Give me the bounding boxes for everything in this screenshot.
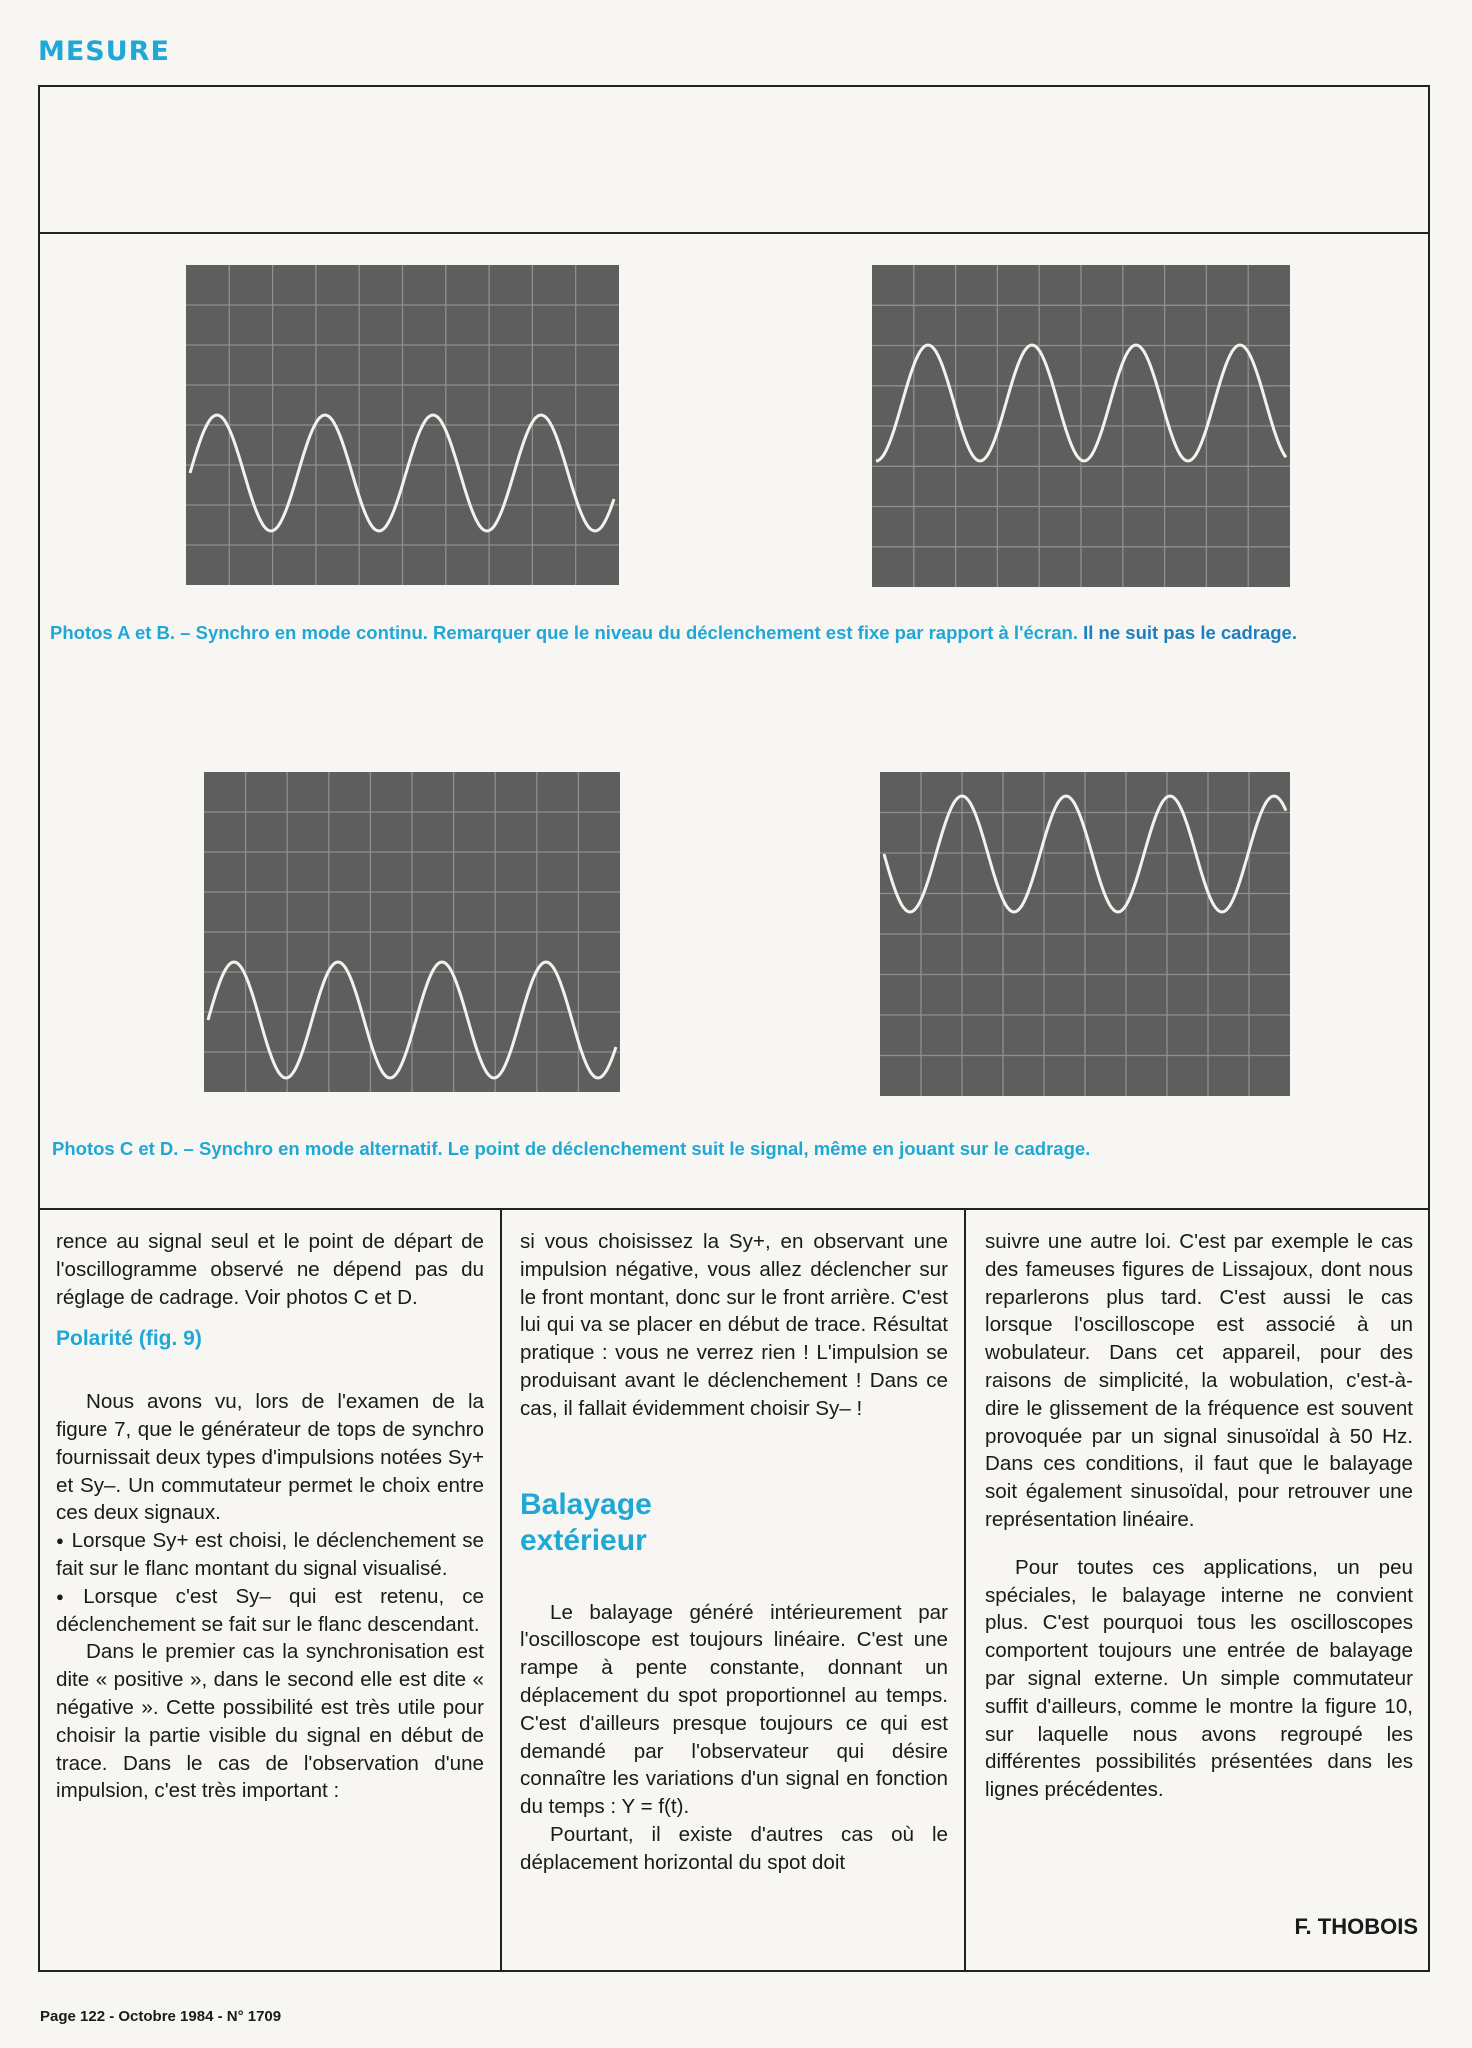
figure-area-top-rule <box>38 232 1430 234</box>
text-column-2 <box>520 1228 948 1877</box>
col2-heading-line-2: extérieur <box>520 1523 647 1557</box>
col1-paragraph-2: Nous avons vu, lors de l'examen de la figure 7, que le générateur de tops de synchro fournissait deux types d'impulsions notées Sy+ et Sy–. Un commutateur permet le choix entre ces deux signaux. <box>56 1390 484 1525</box>
photo-b-screen <box>872 265 1290 587</box>
col2-paragraph-3: Pourtant, il existe d'autres cas où le déplacement horizontal du spot doit <box>520 1822 948 1874</box>
col1-bullet-2-text: Lorsque c'est Sy– qui est retenu, ce déclenchement se fait sur le flanc descendant. <box>56 1584 484 1636</box>
col1-subheading-polarite: Polarité (fig. 9) <box>56 1327 202 1351</box>
text-column-1 <box>56 1228 484 1805</box>
photo-d-graticule <box>880 772 1290 1096</box>
text-column-3 <box>985 1228 1413 1804</box>
caption-photos-c-d: Photos C et D. – Synchro en mode alternatif. Le point de déclenchement suit le signal, même en jouant sur le cadrage. <box>52 1138 1091 1159</box>
col2-paragraph-1: si vous choisissez la Sy+, en observant une impulsion négative, vous allez déclencher sur le front montant, donc sur le front arrière. C'est lui qui va se placer en début de trace. Résultat pratique : vous ne verrez rien ! L'impulsion se produisant avant le déclenchement ! Dans ce cas, il fallait évidemment choisir Sy– ! <box>520 1230 948 1420</box>
col2-paragraph-2: Le balayage généré intérieurement par l'oscilloscope est toujours linéaire. C'est une rampe à pente constante, donnant un déplacement du spot proportionnel au temps. C'est d'ailleurs presque toujours ce qui est demandé par l'observateur qui désire connaître les variations d'un signal en fonction du temps : Y = f(t). <box>520 1600 948 1819</box>
col2-section-heading <box>520 1487 948 1559</box>
col1-paragraph-1: rence au signal seul et le point de départ de l'oscillogramme observé ne dépend pas du réglage de cadrage. Voir photos C et D. <box>56 1230 484 1309</box>
photo-c-oscilloscope <box>204 772 620 1092</box>
column-rule-2 <box>964 1208 966 1972</box>
photo-b-oscilloscope <box>872 265 1290 587</box>
col1-bullet-1 <box>56 1527 484 1583</box>
caption-ab-main: Photos A et B. – Synchro en mode continu. Remarquer que le niveau du déclenchement est fixe par rapport à l'écran. <box>50 622 1078 643</box>
photo-c-screen <box>204 772 620 1092</box>
page-footer: Page 122 - Octobre 1984 - N° 1709 <box>40 2008 282 2025</box>
caption-photos-a-b <box>50 618 1420 647</box>
photo-d-oscilloscope <box>880 772 1290 1096</box>
col2-heading-line-1: Balayage <box>520 1487 652 1521</box>
column-rule-1 <box>500 1208 502 1972</box>
col1-bullet-1-text: Lorsque Sy+ est choisi, le déclenchement se fait sur le flanc montant du signal visualisé. <box>56 1529 484 1580</box>
col1-paragraph-3: Dans le premier cas la synchronisation est dite « positive », dans le second elle est dite « négative ». Cette possibilité est très utile pour choisir la partie visible du signal en début de trace. Dans le cas de l'observation d'une impulsion, c'est très important : <box>56 1640 484 1803</box>
col3-paragraph-1: suivre une autre loi. C'est par exemple le cas des fameuses figures de Lissajoux, dont nous reparlerons plus tard. C'est aussi le cas lorsque l'oscilloscope est associé à un wobulateur. Dans cet appareil, pour des raisons de simplicité, la wobulation, c'est-à-dire le glissement de la fréquence est souvent provoquée par un signal sinusoïdal à 50 Hz. Dans ces conditions, il faut que le balayage soit également sinusoïdal, pour retrouver une représentation linéaire. <box>985 1230 1413 1531</box>
photo-a-screen <box>186 265 619 585</box>
col1-bullet-2 <box>56 1583 484 1639</box>
caption-ab-emphasis: Il ne suit pas le cadrage. <box>1083 622 1297 643</box>
photo-a-oscilloscope <box>186 265 619 585</box>
photo-a-graticule <box>186 265 619 585</box>
col3-paragraph-2: Pour toutes ces applications, un peu spéciales, le balayage interne ne convient plus. C'est pourquoi tous les oscilloscopes comportent toujours une entrée de balayage par signal externe. Un simple commutateur suffit d'ailleurs, comme le montre la figure 10, sur laquelle nous avons regroupé les différentes possibilités présentées dans les lignes précédentes. <box>985 1555 1413 1802</box>
author-signature: F. THOBOIS <box>1294 1914 1418 1939</box>
photo-b-graticule <box>872 265 1290 587</box>
text-area-top-rule <box>38 1208 1430 1210</box>
section-rubric: MESURE <box>38 36 170 67</box>
photo-d-screen <box>880 772 1290 1096</box>
